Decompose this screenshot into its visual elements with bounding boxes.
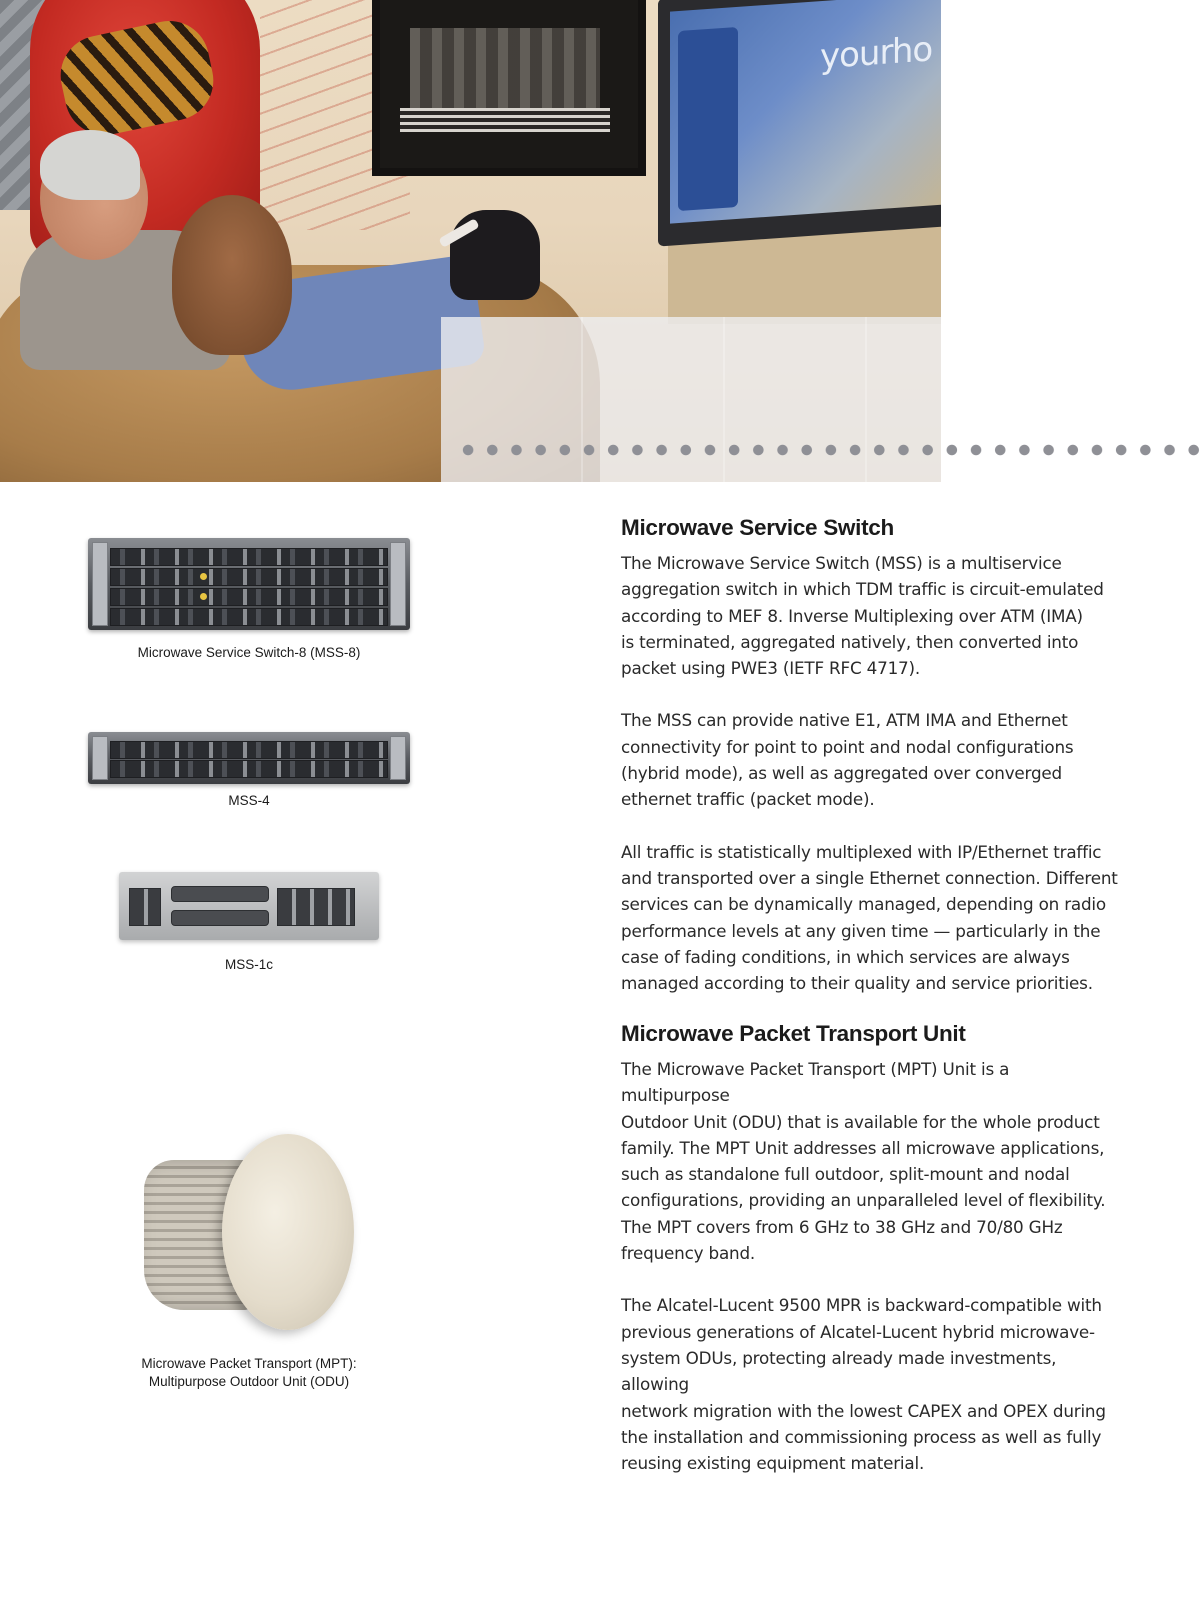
section-microwave-packet-transport-unit	[621, 1020, 1121, 1476]
product-mpt-odu	[84, 1130, 414, 1391]
paragraph: The Microwave Packet Transport (MPT) Unit is a multipurpose Outdoor Unit (ODU) that is available for the whole product family. The MPT Unit addresses all microwave applications, such as standalone full outdoor, split-mount and nodal configurations, providing an unparalleled level of flexibility. The MPT covers from 6 GHz to 38 GHz and 70/80 GHz frequency band.	[621, 1059, 1106, 1264]
paragraph: The Alcatel-Lucent 9500 MPR is backward-compatible with previous generations of Alcatel-Lucent hybrid microwave- system ODUs, protecting already made investments, allowing network migration with the lowest CAPEX and OPEX during the installation and commissioning process as well as fully reusing existing equipment material.	[621, 1295, 1106, 1474]
mss-8-image	[88, 538, 410, 630]
product-mss-4	[84, 732, 414, 810]
product-mss-8	[84, 538, 414, 662]
mpt-odu-image	[134, 1130, 364, 1340]
paragraph: All traffic is statistically multiplexed with IP/Ethernet traffic and transported over a single Ethernet connection. Different services can be dynamically managed, depending on radio performance levels at any given time — particularly in the case of fading conditions, in which services are always managed according to their quality and service priorities.	[621, 841, 1118, 994]
mss-4-image	[88, 732, 410, 784]
fireplace	[372, 0, 646, 176]
hero-photo	[0, 0, 941, 482]
mss-1c-image	[119, 872, 379, 940]
television	[658, 0, 941, 246]
translucent-overlay	[441, 317, 941, 482]
product-caption: Microwave Service Switch-8 (MSS-8)	[137, 645, 361, 660]
product-mss-1c	[84, 872, 414, 974]
paragraph: The Microwave Service Switch (MSS) is a multiservice aggregation switch in which TDM traffic is circuit-emulated according to MEF 8. Inverse Multiplexing over ATM (IMA) is terminated, aggregated natively, then converted into packet using PWE3 (IETF RFC 4717).	[621, 553, 1104, 679]
girl-hair	[172, 195, 292, 355]
section-microwave-service-switch	[621, 514, 1121, 996]
section-heading: Microwave Service Switch	[621, 515, 894, 540]
tv-screen	[670, 0, 941, 224]
man-hair	[40, 130, 140, 200]
product-caption: MSS-4	[228, 793, 270, 808]
tv-brand-text: yourho	[820, 29, 933, 78]
paragraph: The MSS can provide native E1, ATM IMA and Ethernet connectivity for point to point and nodal configurations (hybrid mode), as well as aggregated over converged ethernet traffic (packet mode).	[621, 710, 1074, 810]
dotted-divider	[456, 443, 1200, 457]
section-heading: Microwave Packet Transport Unit	[621, 1021, 966, 1046]
tv-menu-panel	[678, 27, 738, 211]
product-caption: MSS-1c	[224, 957, 273, 972]
product-caption: Microwave Packet Transport (MPT): Multipurpose Outdoor Unit (ODU)	[141, 1356, 357, 1389]
